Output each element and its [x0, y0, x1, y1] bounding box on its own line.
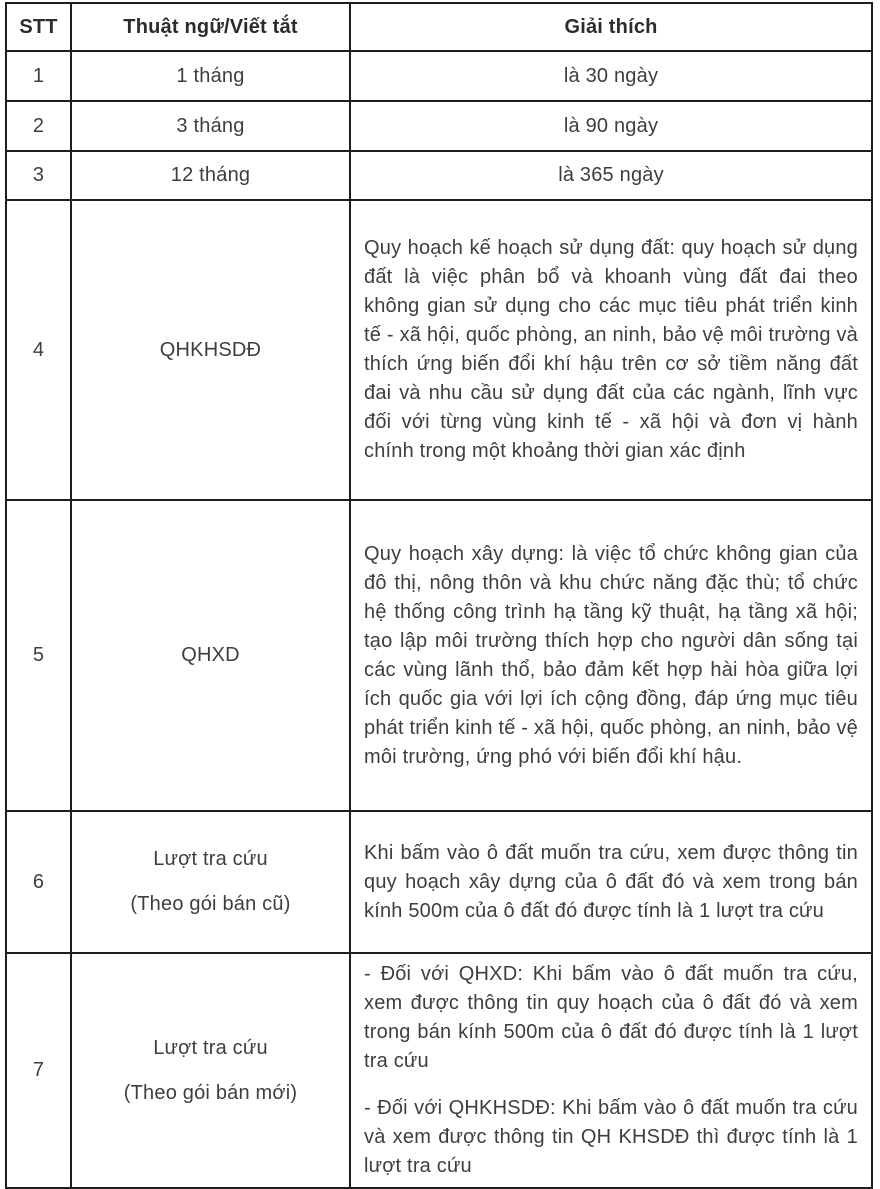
row-number: 7 [6, 953, 71, 1188]
term-cell: QHXD [71, 500, 350, 811]
explanation-paragraph: Khi bấm vào ô đất muốn tra cứu, xem được thông tin quy hoạch xây dựng của ô đất đó và xem trong bán kính 500m của ô đất đó được tính là 1 lượt tra cứu [364, 841, 858, 922]
col-header-term: Thuật ngữ/Viết tắt [71, 3, 350, 51]
term-cell: QHKHSDĐ [71, 200, 350, 500]
col-header-explanation: Giải thích [350, 3, 872, 51]
explanation-cell: là 30 ngày [350, 51, 872, 101]
explanation-cell [350, 811, 872, 953]
term-cell: 3 tháng [71, 101, 350, 151]
explanation-cell [350, 500, 872, 811]
explanation-cell: là 365 ngày [350, 151, 872, 200]
row-number: 3 [6, 151, 71, 200]
term-cell [71, 953, 350, 1188]
table-row [6, 811, 872, 953]
row-number: 4 [6, 200, 71, 500]
table-row [6, 500, 872, 811]
table-row [6, 51, 872, 101]
term-label: Lượt tra cứu [153, 848, 268, 870]
explanation-paragraph: - Đối với QHXD: Khi bấm vào ô đất muốn tra cứu, xem được thông tin quy hoạch của ô đất đó và xem trong bán kính 500m của ô đất đó được tính là 1 lượt tra cứu [364, 963, 858, 1072]
term-note: (Theo gói bán mới) [123, 1081, 298, 1104]
explanation-paragraph: - Đối với QHKHSDĐ: Khi bấm vào ô đất muốn tra cứu và xem được thông tin QH KHSDĐ thì được tính là 1 lượt tra cứu [364, 1097, 858, 1177]
glossary-table [5, 2, 873, 1189]
explanation-cell [350, 200, 872, 500]
table-row [6, 953, 872, 1188]
row-number: 5 [6, 500, 71, 811]
explanation-paragraph: Quy hoạch kế hoạch sử dụng đất: quy hoạch sử dụng đất là việc phân bổ và khoanh vùng đất đai theo không gian sử dụng cho các mục tiêu phát triển kinh tế - xã hội, quốc phòng, an ninh, bảo vệ môi trường và thích ứng biến đổi khí hậu trên cơ sở tiềm năng đất đai và nhu cầu sử dụng đất của các ngành, lĩnh vực đối với từng vùng kinh tế - xã hội và đơn vị hành chính trong một khoảng thời gian xác định [364, 237, 858, 462]
table-row [6, 101, 872, 151]
col-header-stt: STT [6, 3, 71, 51]
term-note: (Theo gói bán cũ) [130, 893, 291, 915]
row-number: 1 [6, 51, 71, 101]
term-cell: 12 tháng [71, 151, 350, 200]
explanation-paragraph: Quy hoạch xây dựng: là việc tổ chức không gian của đô thị, nông thôn và khu chức năng đặc thù; tổ chức hệ thống công trình hạ tầng kỹ thuật, hạ tầng xã hội; tạo lập môi trường thích hợp cho người dân sống tại các vùng lãnh thổ, bảo đảm kết hợp hài hòa giữa lợi ích quốc gia với lợi ích cộng đồng, đáp ứng mục tiêu phát triển kinh tế - xã hội, quốc phòng, an ninh, bảo vệ môi trường, ứng phó với biến đổi khí hậu. [364, 542, 858, 768]
explanation-cell [350, 953, 872, 1188]
table-row [6, 151, 872, 200]
explanation-cell: là 90 ngày [350, 101, 872, 151]
term-cell [71, 811, 350, 953]
row-number: 6 [6, 811, 71, 953]
term-label: Lượt tra cứu [153, 1036, 268, 1059]
header-row [6, 3, 872, 51]
term-cell: 1 tháng [71, 51, 350, 101]
row-number: 2 [6, 101, 71, 151]
table-row [6, 200, 872, 500]
